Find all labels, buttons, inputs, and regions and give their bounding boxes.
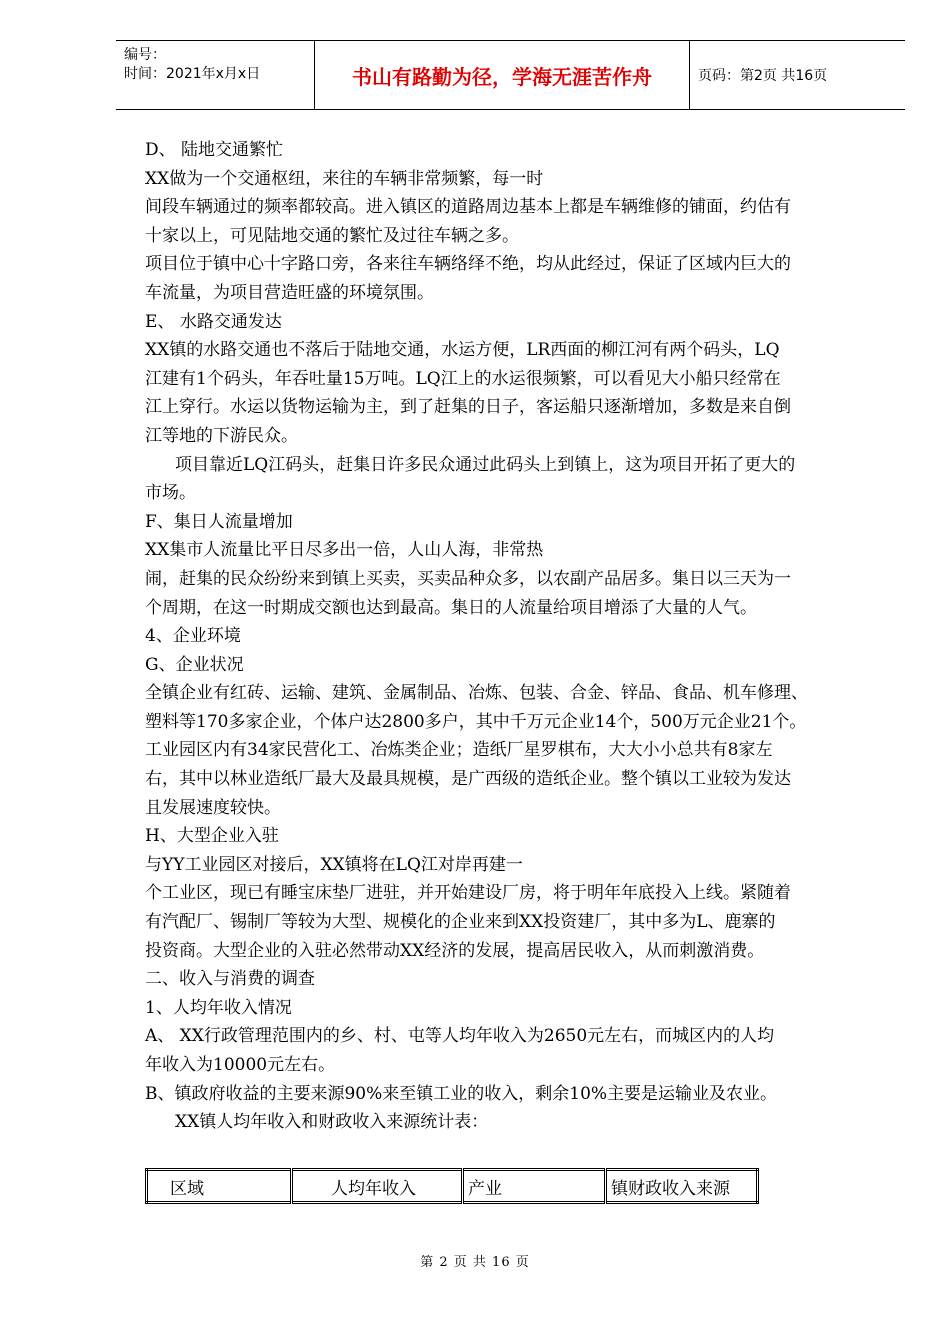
doc-number-label: 编号： bbox=[124, 47, 166, 63]
text-line: 项目靠近LQ江码头，赶集日许多民众通过此码头上到镇上，这为项目开拓了更大的 bbox=[175, 454, 796, 475]
text-line: 江等地的下游民众。 bbox=[145, 425, 298, 446]
header-motto: 书山有路勤为径，学海无涯苦作舟 bbox=[314, 41, 690, 109]
page-footer: 第 2 页 共 16 页 bbox=[420, 1255, 530, 1270]
text-line: G、企业状况 bbox=[145, 654, 244, 675]
text-line: A、 XX行政管理范围内的乡、村、屯等人均年收入为2650元左右，而城区内的人均 bbox=[145, 1026, 775, 1047]
text-line: XX集市人流量比平日尽多出一倍，人山人海，非常热 bbox=[145, 540, 544, 561]
text-line: D、 陆地交通繁忙 bbox=[145, 140, 284, 160]
text-line: 有汽配厂、锡制厂等较为大型、规模化的企业来到XX投资建厂，其中多为L、鹿寨的 bbox=[145, 912, 776, 933]
text-line: 市场。 bbox=[145, 483, 196, 504]
table-header-cell: 区域 bbox=[170, 1178, 204, 1199]
text-line: 个周期，在这一时期成交额也达到最高。集日的人流量给项目增添了大量的人气。 bbox=[145, 597, 757, 618]
text-line: 年收入为10000元左右。 bbox=[145, 1055, 336, 1075]
income-stats-table bbox=[145, 1168, 759, 1204]
table-header-row bbox=[147, 1170, 758, 1203]
doc-time-label: 时间：2021年x月x日 bbox=[124, 66, 261, 82]
text-line: 个工业区，现已有睡宝床垫厂进驻，并开始建设厂房，将于明年年底投入上线。紧随着 bbox=[145, 883, 791, 904]
text-line: XX镇人均年收入和财政收入来源统计表： bbox=[175, 1112, 489, 1133]
text-line: 十家以上，可见陆地交通的繁忙及过往车辆之多。 bbox=[145, 225, 519, 246]
text-line: 工业园区内有34家民营化工、冶炼类企业；造纸厂星罗棋布，大大小小总共有8家左 bbox=[145, 740, 773, 761]
text-line: 投资商。大型企业的入驻必然带动XX经济的发展，提高居民收入，从而刺激消费。 bbox=[145, 940, 765, 961]
text-line: XX镇的水路交通也不落后于陆地交通，水运方便，LR西面的柳江河有两个码头，LQ bbox=[145, 340, 780, 361]
text-line: 车流量，为项目营造旺盛的环境氛围。 bbox=[145, 282, 434, 303]
text-line: 项目位于镇中心十字路口旁，各来往车辆络绎不绝，均从此经过，保证了区域内巨大的 bbox=[145, 254, 791, 275]
text-line: 右，其中以林业造纸厂最大及最具规模，是广西级的造纸企业。整个镇以工业较为发达 bbox=[145, 769, 791, 790]
table-header-cell: 产业 bbox=[463, 1170, 606, 1203]
header-page-label: 页码：第2页 共16页 bbox=[698, 68, 828, 84]
text-line: 闹，赶集的民众纷纷来到镇上买卖，买卖品种众多，以农副产品居多。集日以三天为一 bbox=[145, 568, 791, 589]
table-header-cell: 镇财政收入来源 bbox=[606, 1170, 758, 1203]
header-meta bbox=[116, 41, 314, 109]
text-line: 1、人均年收入情况 bbox=[145, 997, 292, 1018]
text-line: F、集日人流量增加 bbox=[145, 511, 293, 532]
table-header-cell: 人均年收入 bbox=[292, 1170, 463, 1203]
text-line: 江建有1个码头，年吞吐量15万吨。LQ江上的水运很频繁，可以看见大小船只经常在 bbox=[145, 368, 781, 389]
text-line: 且发展速度较快。 bbox=[145, 797, 281, 818]
text-line: H、大型企业入驻 bbox=[145, 826, 279, 847]
text-line: 江上穿行。水运以货物运输为主，到了赶集的日子，客运船只逐渐增加，多数是来自倒 bbox=[145, 397, 791, 418]
text-line: E、 水路交通发达 bbox=[145, 311, 282, 332]
body-text bbox=[145, 136, 890, 1137]
text-line: 全镇企业有红砖、运输、建筑、金属制品、冶炼、包装、合金、锌品、食品、机车修理、 bbox=[145, 683, 808, 704]
text-line: B、镇政府收益的主要来源90%来至镇工业的收入，剩余10%主要是运输业及农业。 bbox=[145, 1083, 778, 1104]
text-line: 与YY工业园区对接后，XX镇将在LQ江对岸再建一 bbox=[145, 854, 523, 875]
text-line: 4、企业环境 bbox=[145, 626, 241, 647]
text-line: 间段车辆通过的频率都较高。进入镇区的道路周边基本上都是车辆维修的铺面，约估有 bbox=[145, 197, 791, 218]
text-line: 二、收入与消费的调查 bbox=[145, 969, 315, 990]
page-header bbox=[116, 40, 905, 110]
text-line: 塑料等170多家企业，个体户达2800多户，其中千万元企业14个，500万元企业21个。 bbox=[145, 711, 807, 732]
text-line: XX做为一个交通枢纽，来往的车辆非常频繁，每一时 bbox=[145, 168, 544, 189]
